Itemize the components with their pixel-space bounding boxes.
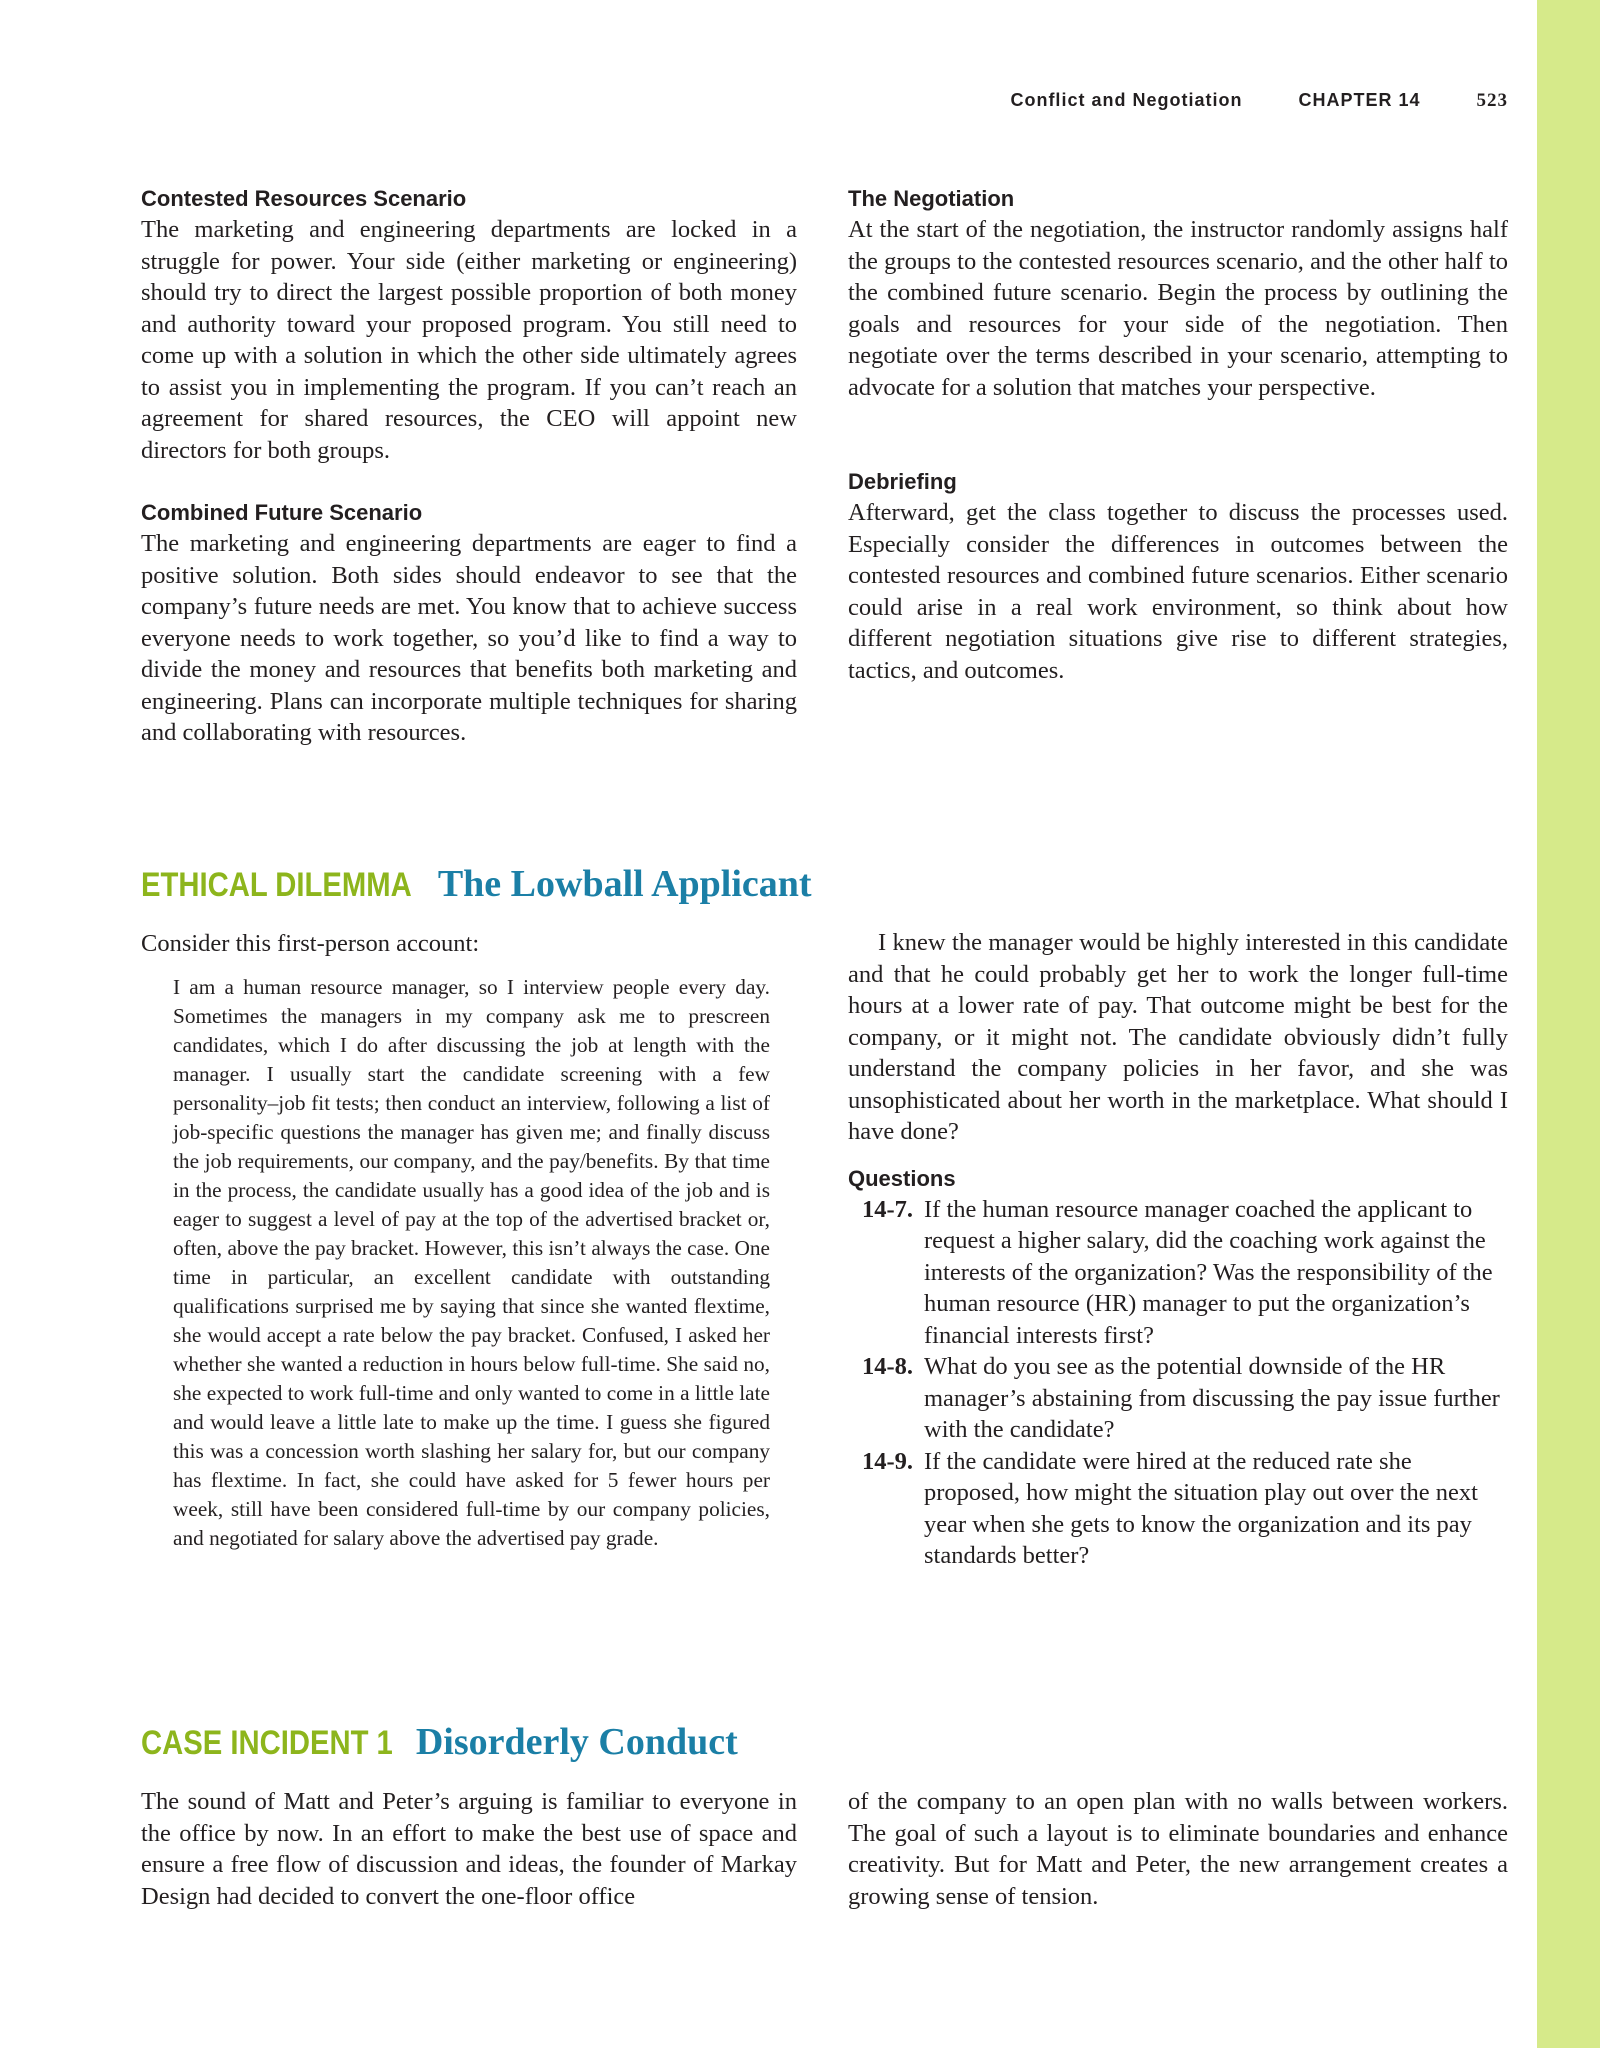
combined-scenario-text: The marketing and engineering departments are eager to find a positive solution. Both sides should endeavor to see that the company’s future needs are met. You know that to achieve success everyone needs to work together, so you’d like to find a way to divide the money and resources that benefits both marketing and engineering. Plans can incorporate multiple techniques for sharing and collaborating with resources.: [141, 530, 797, 746]
question-text: If the candidate were hired at the reduced rate she proposed, how might the situation play out over the next year when she gets to know the organization and its pay standards better?: [924, 1447, 1478, 1569]
page-number: 523: [1476, 90, 1508, 111]
ethical-dilemma-heading: The Lowball Applicant: [437, 863, 812, 905]
case-incident-kicker: CASE INCIDENT 1: [141, 1724, 393, 1762]
question-text: What do you see as the potential downside of the HR manager’s abstaining from discussing the pay issue further with the candidate?: [924, 1353, 1500, 1443]
question-item: [848, 1446, 1508, 1572]
ethical-dilemma-kicker: ETHICAL DILEMMA: [141, 866, 412, 904]
running-head-section: Conflict and Negotiation: [1010, 90, 1243, 110]
case-incident-right: [848, 1786, 1508, 1912]
question-text: If the human resource manager coached the applicant to request a higher salary, did the coaching work against the interests of the organization? Was the responsibility of the human resource (HR) manager to put the organization’s financial interests first?: [924, 1195, 1493, 1349]
debriefing-text: Afterward, get the class together to discuss the processes used. Especially consider the differences in outcomes between the contested resources and combined future scenarios. Either scenario could arise in a real work environment, so think about how different negotiation situations give rise to different strategies, tactics, and outcomes.: [848, 499, 1508, 684]
case-incident-text-left: The sound of Matt and Peter’s arguing is familiar to everyone in the office by now. In an effort to make the best use of space and ensure a free flow of discussion and ideas, the founder of Markay Design had decided to convert the one-floor office: [141, 1788, 797, 1910]
question-number: 14-9.: [862, 1447, 914, 1475]
ethical-dilemma-intro-block: [141, 928, 797, 959]
page-edge-color-band: [1537, 0, 1600, 2048]
negotiation-heading: The Negotiation: [848, 186, 1015, 211]
ethical-dilemma-continuation: I knew the manager would be highly interested in this candidate and that he could probably get her to work the longer full-time hours at a lower rate of pay. That outcome might be best for the company, or it might not. The candidate obviously didn’t fully understand the company policies in her favor, and she was unsophisticated about her worth in the marketplace. What should I have done?: [848, 929, 1508, 1145]
question-number: 14-7.: [862, 1195, 914, 1223]
questions-heading: Questions: [848, 1165, 956, 1191]
negotiation-section: [848, 184, 1508, 403]
ethical-dilemma-title: [141, 862, 812, 906]
negotiation-text: At the start of the negotiation, the instructor randomly assigns half the groups to the contested resources scenario, and the other half to the combined future scenario. Begin the process by outlining the goals and resources for your side of the negotiation. Then negotiate over the terms described in your scenario, attempting to advocate for a solution that matches your perspective.: [848, 216, 1508, 401]
first-person-account: I am a human resource manager, so I interview people every day. Sometimes the managers in my company ask me to prescreen candidates, which I do after discussing the job at length with the manager. I usually start the candidate screening with a few personality–job fit tests; then conduct an interview, following a list of job-specific questions the manager has given me; and finally discuss the job requirements, our company, and the pay/benefits. By that time in the process, the candidate usually has a good idea of the job and is eager to suggest a level of pay at the top of the advertised bracket or, often, above the pay bracket. However, this isn’t always the case. One time in particular, an excellent candidate with outstanding qualifications surprised me by saying that since she wanted flextime, she would accept a rate below the pay bracket. Confused, I asked her whether she wanted a reduction in hours below full-time. She said no, she expected to work full-time and only wanted to come in a little late and would leave a little late to make up the time. I guess she figured this was a concession worth slashing her salary for, but our company has flextime. In fact, she could have asked for 5 fewer hours per week, still have been considered full-time by our company policies, and negotiated for salary above the advertised pay grade.: [173, 975, 770, 1550]
running-head: [900, 90, 1508, 118]
debriefing-heading: Debriefing: [848, 469, 957, 494]
contested-scenario: [141, 184, 797, 466]
combined-scenario-heading: Combined Future Scenario: [141, 500, 423, 525]
case-incident-title: [141, 1720, 738, 1764]
running-head-chapter: CHAPTER 14: [1298, 90, 1421, 110]
contested-scenario-heading: Contested Resources Scenario: [141, 186, 467, 211]
questions-list: [848, 1194, 1508, 1572]
ethical-dilemma-continuation-block: [848, 927, 1508, 1572]
question-number: 14-8.: [862, 1353, 914, 1380]
case-incident-left: [141, 1786, 797, 1912]
question-item: [848, 1351, 1508, 1446]
case-incident-heading: Disorderly Conduct: [415, 1721, 738, 1763]
case-incident-text-right: of the company to an open plan with no walls between workers. The goal of such a layout is to eliminate boundaries and enhance creativity. But for Matt and Peter, the new arrangement creates a growing sense of tension.: [848, 1788, 1508, 1910]
question-item: [848, 1194, 1508, 1352]
ethical-dilemma-intro: Consider this first-person account:: [141, 930, 480, 957]
combined-scenario: [141, 498, 797, 749]
contested-scenario-text: The marketing and engineering departments are locked in a struggle for power. Your side (either marketing or engineering) should try to direct the largest possible proportion of both money and authority toward your proposed program. You still need to come up with a solution in which the other side ultimately agrees to assist you in implementing the program. If you can’t reach an agreement for shared resources, the CEO will appoint new directors for both groups.: [141, 216, 797, 464]
debriefing-section: [848, 467, 1508, 686]
